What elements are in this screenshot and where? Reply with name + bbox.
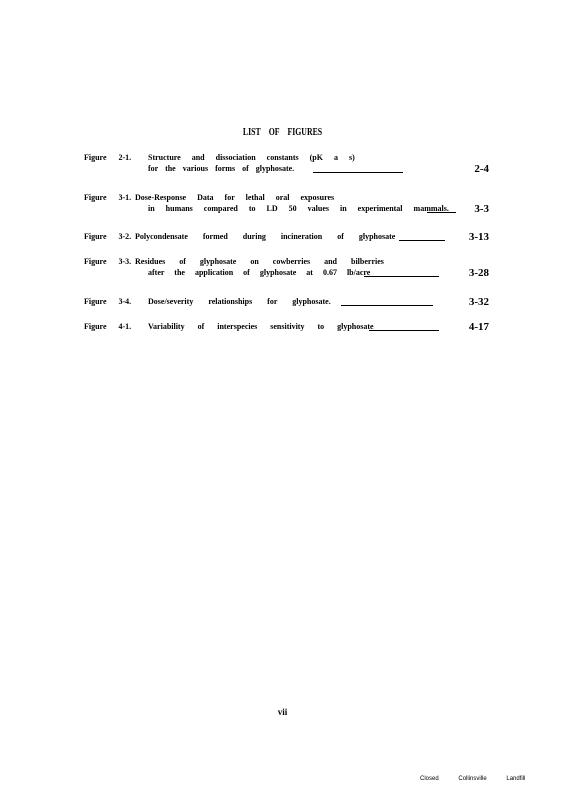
- figure-entry-4-1: [84, 322, 489, 333]
- footer-item: Collinsville: [458, 776, 487, 782]
- figure-caption-line1: Residues of glyphosate on cowberries and bilberries: [135, 257, 384, 266]
- figure-label: Figure 3-3.: [84, 257, 132, 266]
- figure-label: Figure 4-1.: [84, 322, 132, 331]
- figure-caption-line2: after the application of glyphosate at 0.67 lb/acre: [148, 268, 371, 277]
- leader-line: [313, 172, 403, 173]
- figure-page-number: 3-3: [474, 203, 489, 215]
- figure-page-number: 4-17: [468, 321, 489, 333]
- leader-line: [399, 240, 445, 241]
- figure-entry-3-3: [84, 257, 489, 279]
- leader-line: [369, 330, 439, 331]
- figure-caption-line1: Variability of interspecies sensitivity to glyphosate: [148, 322, 374, 331]
- figure-page-number: 3-32: [468, 296, 489, 308]
- figure-entry-2-1: [84, 153, 489, 175]
- figure-label: Figure 3-4.: [84, 297, 132, 306]
- leader-line: [364, 276, 439, 277]
- figure-entry-3-2: [84, 232, 489, 243]
- figure-page-number: 3-13: [468, 231, 489, 243]
- list-title: LIST OF FIGURES: [242, 127, 323, 138]
- figure-caption-line2: in humans compared to LD 50 values in experimental mammals.: [148, 204, 449, 213]
- footer-item: Landfill: [506, 776, 526, 782]
- leader-line: [427, 212, 456, 213]
- figure-page-number: 3-28: [468, 267, 489, 279]
- figure-page-number: 2-4: [474, 163, 489, 175]
- figure-caption-line1: Dose/severity relationships for glyphosate.: [148, 297, 331, 306]
- figure-entry-3-4: [84, 297, 489, 308]
- figure-entry-3-1: [84, 193, 489, 215]
- footer: [420, 776, 543, 782]
- page-number: vii: [277, 707, 288, 717]
- figure-caption-line1: Dose-Response Data for lethal oral exposures: [135, 193, 335, 202]
- figure-caption-line1: Structure and dissociation constants (pK a s): [148, 153, 355, 162]
- footer-item: Closed: [420, 776, 439, 782]
- leader-line: [341, 305, 433, 306]
- figure-caption-line2: for the various forms of glyphosate.: [148, 164, 295, 173]
- figure-label: Figure 2-1.: [84, 153, 132, 162]
- figure-label: Figure 3-2.: [84, 232, 132, 241]
- figure-label: Figure 3-1.: [84, 193, 132, 202]
- figure-caption-line1: Polycondensate formed during incineration of glyphosate: [135, 232, 396, 241]
